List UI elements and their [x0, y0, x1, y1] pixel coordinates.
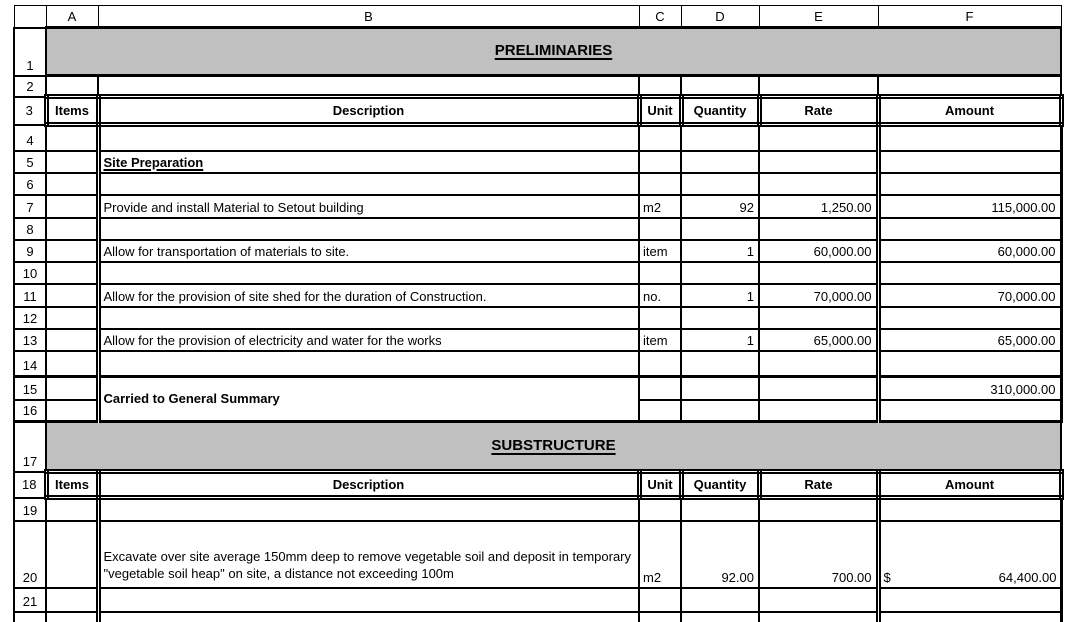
row-header[interactable]: 9 [14, 240, 46, 262]
item-unit[interactable]: item [639, 329, 681, 351]
item-amount[interactable]: 60,000.00 [878, 240, 1061, 262]
row-header[interactable]: 14 [14, 351, 46, 377]
empty-cell[interactable] [759, 76, 878, 97]
empty-cell[interactable] [639, 218, 681, 240]
item-unit[interactable]: no. [639, 284, 681, 307]
row-header[interactable]: 8 [14, 218, 46, 240]
header-items[interactable]: Items [46, 97, 98, 125]
item-quantity[interactable]: 92 [681, 195, 759, 218]
empty-cell[interactable] [878, 151, 1061, 173]
empty-cell[interactable] [46, 240, 98, 262]
empty-cell[interactable] [681, 400, 759, 422]
row-header[interactable]: 12 [14, 307, 46, 329]
empty-cell[interactable] [759, 351, 878, 377]
row-header[interactable]: 17 [14, 422, 46, 472]
empty-cell[interactable] [759, 218, 878, 240]
empty-cell[interactable] [681, 262, 759, 284]
item-amount-value: 64,400.00 [998, 569, 1057, 585]
row-header[interactable]: 19 [14, 498, 46, 521]
empty-cell[interactable] [878, 612, 1061, 622]
item-description[interactable]: Provide and install Material to Setout building [98, 195, 639, 218]
empty-cell[interactable] [46, 195, 98, 218]
item-description[interactable]: Allow for transportation of materials to site. [98, 240, 639, 262]
empty-cell[interactable] [639, 76, 681, 97]
empty-cell[interactable] [46, 125, 98, 151]
item-description[interactable]: Allow for the provision of electricity and water for the works [98, 329, 639, 351]
row-header[interactable]: 5 [14, 151, 46, 173]
empty-cell[interactable] [759, 400, 878, 422]
row-header[interactable]: 20 [14, 521, 46, 588]
empty-cell[interactable] [98, 218, 639, 240]
row-header[interactable]: 2 [14, 76, 46, 97]
empty-cell[interactable] [46, 329, 98, 351]
empty-cell[interactable] [639, 307, 681, 329]
header-rate[interactable]: Rate [759, 97, 878, 125]
header-rate[interactable]: Rate [759, 472, 878, 498]
empty-cell[interactable] [46, 351, 98, 377]
header-quantity[interactable]: Quantity [681, 472, 759, 498]
row-header[interactable]: 15 [14, 377, 46, 400]
header-unit[interactable]: Unit [639, 472, 681, 498]
empty-cell[interactable] [759, 151, 878, 173]
empty-cell[interactable] [878, 307, 1061, 329]
empty-cell[interactable] [46, 76, 98, 97]
header-amount[interactable]: Amount [878, 97, 1061, 125]
item-description[interactable]: Allow for the provision of site shed for the duration of Construction. [98, 284, 639, 307]
empty-cell[interactable] [681, 351, 759, 377]
column-header-b[interactable]: B [98, 6, 639, 28]
empty-cell[interactable] [878, 262, 1061, 284]
header-items[interactable]: Items [46, 472, 98, 498]
row-header[interactable]: 18 [14, 472, 46, 498]
row-header[interactable]: 4 [14, 125, 46, 151]
empty-cell[interactable] [46, 377, 98, 400]
empty-cell[interactable] [681, 218, 759, 240]
column-header-f[interactable]: F [878, 6, 1061, 28]
empty-cell[interactable] [639, 173, 681, 195]
empty-cell[interactable] [681, 151, 759, 173]
empty-cell[interactable] [878, 76, 1061, 97]
empty-cell[interactable] [639, 377, 681, 400]
empty-cell[interactable] [878, 125, 1061, 151]
empty-cell[interactable] [639, 588, 681, 612]
header-unit[interactable]: Unit [639, 97, 681, 125]
section-subheading[interactable]: Site Preparation [98, 151, 639, 173]
empty-cell[interactable] [46, 400, 98, 422]
empty-cell[interactable] [681, 125, 759, 151]
column-header-a[interactable]: A [46, 6, 98, 28]
empty-cell[interactable] [46, 262, 98, 284]
item-rate[interactable]: 70,000.00 [759, 284, 878, 307]
header-description[interactable]: Description [98, 472, 639, 498]
empty-cell[interactable] [98, 588, 639, 612]
item-amount[interactable]: 115,000.00 [878, 195, 1061, 218]
item-quantity[interactable]: 1 [681, 329, 759, 351]
empty-cell[interactable] [759, 262, 878, 284]
row-header[interactable]: 21 [14, 588, 46, 612]
column-header-c[interactable]: C [639, 6, 681, 28]
empty-cell[interactable] [98, 125, 639, 151]
row-header[interactable] [14, 612, 46, 622]
empty-cell[interactable] [878, 400, 1061, 422]
empty-cell[interactable] [46, 151, 98, 173]
item-description[interactable]: Excavate over site average 150mm deep to remove vegetable soil and deposit in temporary "vegetable soil heap" on site, a distance not exceeding 100m [98, 521, 639, 588]
empty-cell[interactable] [98, 173, 639, 195]
row-header[interactable]: 10 [14, 262, 46, 284]
item-quantity[interactable]: 1 [681, 240, 759, 262]
summary-label[interactable]: Carried to General Summary [98, 377, 639, 422]
empty-cell[interactable] [98, 498, 639, 521]
empty-cell[interactable] [759, 307, 878, 329]
empty-cell[interactable] [878, 588, 1061, 612]
empty-cell[interactable] [681, 307, 759, 329]
item-unit[interactable]: item [639, 240, 681, 262]
empty-cell[interactable] [759, 377, 878, 400]
header-quantity[interactable]: Quantity [681, 97, 759, 125]
empty-cell[interactable] [46, 588, 98, 612]
item-unit[interactable]: m2 [639, 195, 681, 218]
empty-cell[interactable] [98, 262, 639, 284]
empty-cell[interactable] [46, 173, 98, 195]
empty-cell[interactable] [639, 262, 681, 284]
header-description[interactable]: Description [98, 97, 639, 125]
section-title-preliminaries[interactable]: PRELIMINARIES [46, 28, 1061, 76]
empty-cell[interactable] [98, 76, 639, 97]
empty-cell[interactable] [639, 400, 681, 422]
empty-cell[interactable] [98, 307, 639, 329]
empty-cell[interactable] [878, 218, 1061, 240]
empty-cell[interactable] [98, 351, 639, 377]
empty-cell[interactable] [681, 76, 759, 97]
currency-symbol: $ [883, 569, 891, 585]
item-quantity[interactable]: 92.00 [681, 521, 759, 588]
column-header-e[interactable]: E [759, 6, 878, 28]
empty-cell[interactable] [639, 612, 681, 622]
empty-cell[interactable] [681, 498, 759, 521]
row-header[interactable]: 3 [14, 97, 46, 125]
row-header[interactable]: 6 [14, 173, 46, 195]
empty-cell[interactable] [759, 125, 878, 151]
row-header[interactable]: 1 [14, 28, 46, 76]
empty-cell[interactable] [98, 612, 639, 622]
empty-cell[interactable] [759, 498, 878, 521]
item-quantity[interactable]: 1 [681, 284, 759, 307]
empty-cell[interactable] [759, 612, 878, 622]
header-amount[interactable]: Amount [878, 472, 1061, 498]
empty-cell[interactable] [46, 307, 98, 329]
item-rate[interactable]: 1,250.00 [759, 195, 878, 218]
empty-cell[interactable] [639, 498, 681, 521]
row-header[interactable]: 13 [14, 329, 46, 351]
empty-cell[interactable] [639, 125, 681, 151]
item-rate[interactable]: 65,000.00 [759, 329, 878, 351]
item-amount[interactable]: 65,000.00 [878, 329, 1061, 351]
empty-cell[interactable] [46, 284, 98, 307]
section-title-substructure[interactable]: SUBSTRUCTURE [46, 422, 1061, 472]
empty-cell[interactable] [46, 521, 98, 588]
item-amount[interactable] [878, 521, 1061, 588]
row-header[interactable]: 11 [14, 284, 46, 307]
empty-cell[interactable] [681, 588, 759, 612]
empty-cell[interactable] [759, 588, 878, 612]
column-header-d[interactable]: D [681, 6, 759, 28]
empty-cell[interactable] [878, 498, 1061, 521]
item-rate[interactable]: 700.00 [759, 521, 878, 588]
empty-cell[interactable] [46, 218, 98, 240]
empty-cell[interactable] [759, 173, 878, 195]
empty-cell[interactable] [681, 173, 759, 195]
spreadsheet-grid [13, 5, 1064, 622]
empty-cell[interactable] [46, 498, 98, 521]
item-amount[interactable]: 70,000.00 [878, 284, 1061, 307]
empty-cell[interactable] [681, 612, 759, 622]
empty-cell[interactable] [639, 151, 681, 173]
empty-cell[interactable] [878, 173, 1061, 195]
item-rate[interactable]: 60,000.00 [759, 240, 878, 262]
corner-cell[interactable] [14, 6, 46, 28]
summary-total[interactable]: 310,000.00 [878, 377, 1061, 400]
item-unit[interactable]: m2 [639, 521, 681, 588]
empty-cell[interactable] [639, 351, 681, 377]
empty-cell[interactable] [681, 377, 759, 400]
empty-cell[interactable] [878, 351, 1061, 377]
row-header[interactable]: 7 [14, 195, 46, 218]
empty-cell[interactable] [46, 612, 98, 622]
row-header[interactable]: 16 [14, 400, 46, 422]
